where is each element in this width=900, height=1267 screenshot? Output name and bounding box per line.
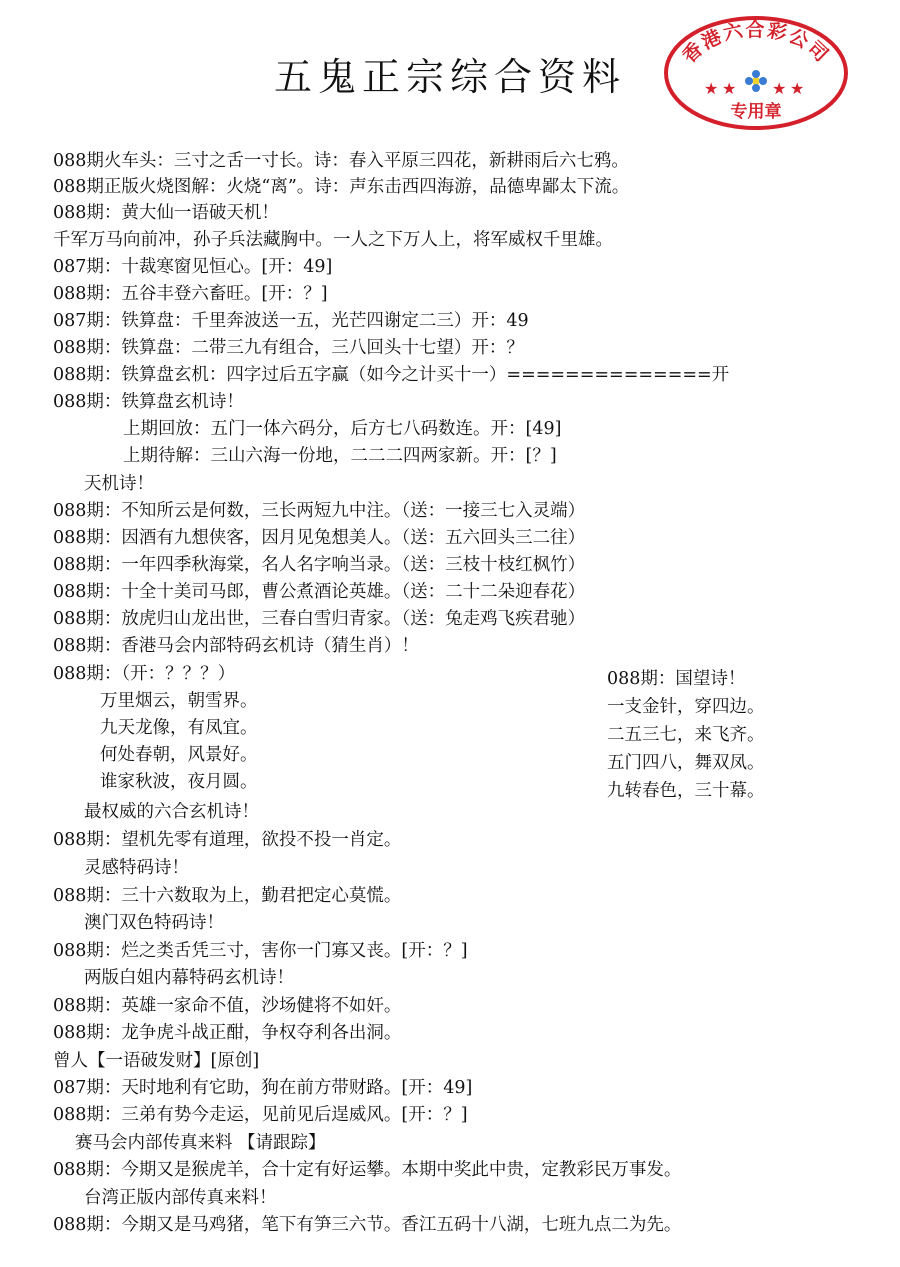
text-line: 088期：今期又是猴虎羊，合十定有好运攀。本期中奖此中贵，定教彩民万事发。 [53, 1160, 682, 1180]
section-heading: 灵感特码诗！ [84, 858, 189, 878]
page-title: 五鬼正宗综合资料 [273, 55, 626, 99]
text-line: 088期：不知所云是何数，三长两短九中注。（送：一接三七入灵端） [53, 501, 586, 521]
text-line: 088期：铁算盘：二带三九有组合，三八回头十七望）开：？ [53, 338, 524, 358]
section-heading: 赛马会内部传真来料 【请跟踪】 [75, 1133, 326, 1153]
section-heading: 两版白姐内幕特码玄机诗！ [84, 968, 294, 988]
text-line: 千军万马向前冲，孙子兵法藏胸中。一人之下万人上，将军威权千里雄。 [53, 230, 613, 250]
side-poem-line: 二五三七，来飞齐。 [607, 725, 765, 745]
text-line: 088期：铁算盘玄机诗！ [53, 392, 244, 412]
side-poem-line: 九转春色，三十幕。 [607, 781, 765, 801]
company-seal-stamp [662, 14, 850, 132]
text-line: 088期：因酒有九想侠客，因月见兔想美人。（送：五六回头三二往） [53, 528, 586, 548]
poem-line: 谁家秋波，夜月圆。 [100, 772, 258, 792]
text-line: 088期：十全十美司马郎，曹公煮酒论英雄。（送：二十二朵迎春花） [53, 582, 586, 602]
text-line: 088期：铁算盘玄机：四字过后五字赢（如今之计买十一）==============开 [53, 365, 730, 385]
text-line: 088期：龙争虎斗战正酣，争权夺利各出洞。 [53, 1023, 402, 1043]
poem-line: 万里烟云，朝雪界。 [100, 691, 258, 711]
text-line: 088期：英雄一家命不值，沙场健将不如奸。 [53, 996, 402, 1016]
text-line: 088期正版火烧图解：火烧“离”。诗：声东击西四海游，品德卑鄙太下流。 [53, 177, 630, 197]
section-heading: 澳门双色特码诗！ [84, 913, 224, 933]
text-line: 088期：今期又是马鸡猪，笔下有笋三六节。香江五码十八湖，七班九点二为先。 [53, 1215, 682, 1235]
text-line: 088期：香港马会内部特码玄机诗（猜生肖）！ [53, 636, 419, 656]
text-line: 上期待解：三山六海一份地，二二二四两家新。开：[？] [123, 446, 557, 466]
text-line: 087期：天时地利有它助，狗在前方带财路。[开：49] [53, 1078, 473, 1098]
text-line: 上期回放：五门一体六码分，后方七八码数连。开：[49] [123, 419, 562, 439]
text-line: 088期：（开：？？？） [53, 664, 236, 684]
text-line: 087期：铁算盘：千里奔波送一五，光芒四谢定二三）开：49 [53, 311, 529, 331]
text-line: 088期：一年四季秋海棠，名人名字响当录。（送：三枝十枝红枫竹） [53, 555, 586, 575]
svg-text:★: ★ [704, 79, 719, 98]
poem-line: 何处春朝，风景好。 [100, 745, 258, 765]
text-line: 088期：黄大仙一语破天机！ [53, 203, 279, 223]
section-heading: 最权威的六合玄机诗！ [84, 802, 259, 822]
text-line: 088期：望机先零有道理，欲投不投一肖定。 [53, 830, 402, 850]
svg-text:★: ★ [790, 79, 805, 98]
svg-text:香港六合彩公司: 香港六合彩公司 [678, 19, 834, 68]
section-heading: 天机诗！ [84, 474, 154, 494]
poem-line: 九天龙像，有凤宜。 [100, 718, 258, 738]
text-line: 088期：三十六数取为上，勤君把定心莫慌。 [53, 886, 402, 906]
text-line: 088期火车头：三寸之舌一寸长。诗：春入平原三四花，新耕雨后六七鸦。 [53, 151, 629, 171]
text-line: 088期：放虎归山龙出世，三春白雪归青家。（送：兔走鸡飞疾君驰） [53, 609, 586, 629]
svg-text:★: ★ [772, 79, 787, 98]
text-line: 088期：五谷丰登六畜旺。[开：？] [53, 284, 328, 304]
text-line: 088期：三弟有势今走运，见前见后逞威风。[开：？] [53, 1105, 468, 1125]
side-poem-line: 五门四八，舞双凤。 [607, 753, 765, 773]
text-line: 088期：烂之类舌凭三寸，害你一门寡又丧。[开：？] [53, 941, 468, 961]
side-poem-line: 一支金针，穿四边。 [607, 697, 765, 717]
svg-text:专用章: 专用章 [730, 102, 782, 122]
svg-text:★: ★ [722, 79, 737, 98]
section-heading: 台湾正版内部传真来料！ [84, 1188, 277, 1208]
side-poem-title: 088期：国望诗！ [607, 669, 746, 689]
section-heading: 曾人【一语破发财】[原创] [53, 1051, 260, 1071]
flower-icon [745, 70, 767, 92]
text-line: 087期：十裁寒窗见恒心。[开：49] [53, 257, 333, 277]
